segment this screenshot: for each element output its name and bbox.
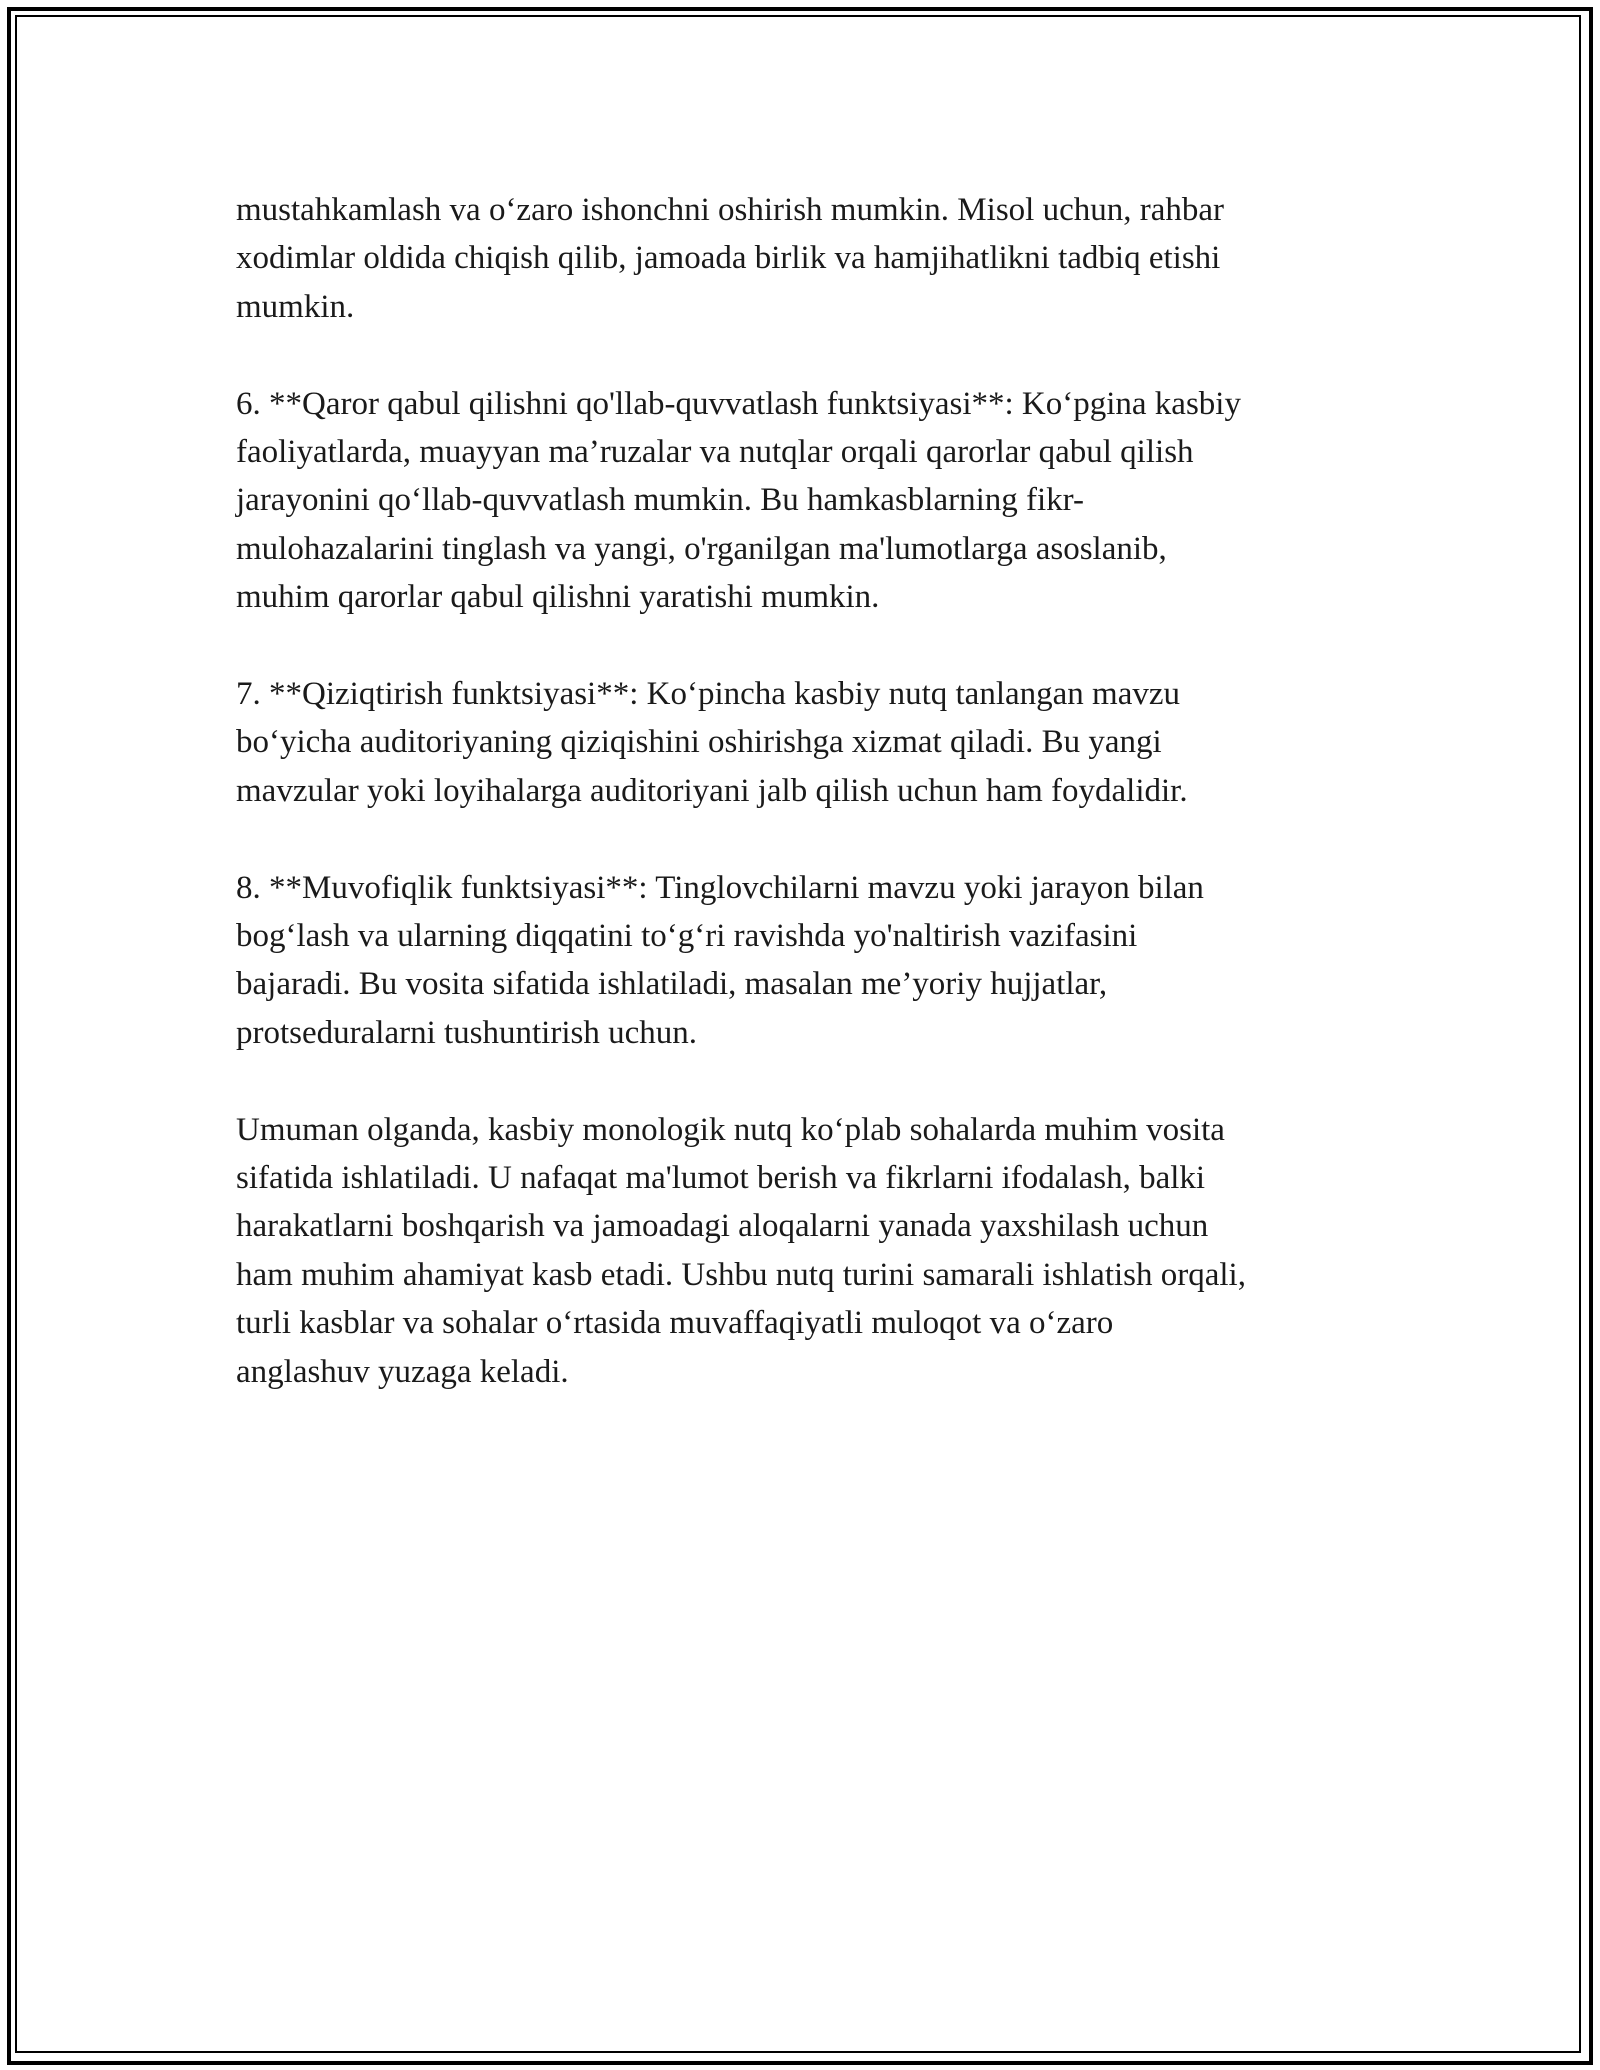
paragraph-conclusion: Umuman olganda, kasbiy monologik nutq ko‘plab sohalarda muhim vosita sifatida ishlatiladi. U nafaqat ma'lumot berish va fikrlarni ifodalash, balki harakatlarni boshqarish va jamoadagi aloqalarni yanada yaxshilash uchun ham muhim ahamiyat kasb etadi. Ushbu nutq turini samarali ishlatish orqali, turli kasblar va sohalar o‘rtasida muvaffaqiyatli muloqot va o‘zaro anglashuv yuzaga keladi.	[236, 1111, 1246, 1390]
paragraph-item-8: 8. **Muvofiqlik funktsiyasi**: Tinglovchilarni mavzu yoki jarayon bilan bog‘lash va ularning diqqatini to‘g‘ri ravishda yo'naltirish vazifasini bajaradi. Bu vosita sifatida ishlatiladi, masalan me’yoriy hujjatlar, protseduralarni tushuntirish uchun.	[236, 869, 1204, 1051]
paragraph-continuation: mustahkamlash va o‘zaro ishonchni oshirish mumkin. Misol uchun, rahbar xodimlar oldida chiqish qilib, jamoada birlik va hamjihatlikni tadbiq etishi mumkin.	[236, 192, 1225, 325]
paragraph-item-7: 7. **Qiziqtirish funktsiyasi**: Ko‘pincha kasbiy nutq tanlangan mavzu bo‘yicha auditoriyaning qiziqishini oshirishga xizmat qiladi. Bu yangi mavzular yoki loyihalarga auditoriyani jalb qilish uchun ham foydalidir.	[236, 676, 1188, 809]
paragraph-item-6: 6. **Qaror qabul qilishni qo'llab-quvvatlash funktsiyasi**: Ko‘pgina kasbiy faoliyatlarda, muayyan ma’ruzalar va nutqlar orqali qarorlar qabul qilish jarayonini qo‘llab-quvvatlash mumkin. Bu hamkasblarning fikr- mulohazalarini tinglash va yangi, o'rganilgan ma'lumotlarga asoslanib, muhim qarorlar qabul qilishni yaratishi mumkin.	[236, 385, 1241, 616]
document-body	[236, 186, 1366, 1444]
